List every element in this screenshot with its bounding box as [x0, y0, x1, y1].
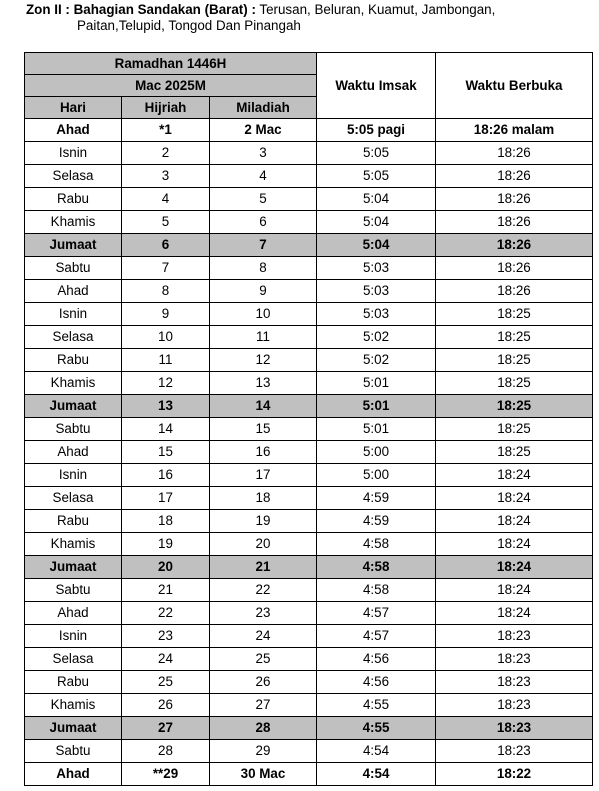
cell-miladiah: 19 [210, 510, 317, 533]
zone-title: Zon II : Bahagian Sandakan (Barat) : [26, 2, 256, 17]
cell-hari: Isnin [25, 303, 122, 326]
cell-hari: Selasa [25, 165, 122, 188]
cell-hijriah: 21 [122, 579, 210, 602]
cell-berbuka: 18:26 [436, 142, 593, 165]
cell-miladiah: 26 [210, 671, 317, 694]
cell-miladiah: 22 [210, 579, 317, 602]
cell-miladiah: 15 [210, 418, 317, 441]
cell-hijriah: 2 [122, 142, 210, 165]
cell-miladiah: 30 Mac [210, 763, 317, 786]
cell-miladiah: 18 [210, 487, 317, 510]
table-row [25, 280, 593, 303]
cell-imsak: 5:04 [317, 234, 436, 257]
cell-imsak: 5:03 [317, 280, 436, 303]
cell-berbuka: 18:26 [436, 280, 593, 303]
cell-hari: Rabu [25, 671, 122, 694]
cell-hijriah: 12 [122, 372, 210, 395]
cell-imsak: 5:04 [317, 211, 436, 234]
cell-hari: Selasa [25, 648, 122, 671]
cell-hari: Jumaat [25, 717, 122, 740]
cell-miladiah: 17 [210, 464, 317, 487]
table-row [25, 648, 593, 671]
table-row [25, 671, 593, 694]
cell-miladiah: 10 [210, 303, 317, 326]
ramadhan-schedule-table [24, 52, 593, 786]
cell-hijriah: 9 [122, 303, 210, 326]
table-row [25, 464, 593, 487]
cell-hari: Ahad [25, 763, 122, 786]
table-body [25, 119, 593, 786]
cell-hari: Rabu [25, 188, 122, 211]
table-row [25, 579, 593, 602]
cell-berbuka: 18:25 [436, 418, 593, 441]
cell-hijriah: 23 [122, 625, 210, 648]
table-row [25, 119, 593, 142]
cell-miladiah: 24 [210, 625, 317, 648]
cell-berbuka: 18:23 [436, 648, 593, 671]
cell-berbuka: 18:22 [436, 763, 593, 786]
cell-imsak: 5:00 [317, 441, 436, 464]
cell-berbuka: 18:23 [436, 740, 593, 763]
cell-hari: Sabtu [25, 579, 122, 602]
cell-imsak: 5:03 [317, 257, 436, 280]
cell-hari: Khamis [25, 533, 122, 556]
table-row [25, 487, 593, 510]
cell-berbuka: 18:23 [436, 694, 593, 717]
cell-hijriah: 15 [122, 441, 210, 464]
cell-hijriah: 4 [122, 188, 210, 211]
cell-imsak: 4:58 [317, 579, 436, 602]
cell-imsak: 4:57 [317, 625, 436, 648]
table-row [25, 602, 593, 625]
zone-areas-line2: Paitan,Telupid, Tongod Dan Pinangah [77, 18, 301, 33]
cell-imsak: 4:58 [317, 556, 436, 579]
cell-hari: Selasa [25, 487, 122, 510]
cell-hari: Khamis [25, 211, 122, 234]
cell-berbuka: 18:24 [436, 487, 593, 510]
cell-imsak: 4:59 [317, 487, 436, 510]
cell-miladiah: 3 [210, 142, 317, 165]
table-header [25, 53, 593, 119]
header-month: Mac 2025M [25, 75, 317, 97]
cell-hari: Jumaat [25, 234, 122, 257]
cell-hijriah: 5 [122, 211, 210, 234]
cell-hari: Isnin [25, 625, 122, 648]
table-row [25, 165, 593, 188]
table-row [25, 211, 593, 234]
cell-imsak: 4:54 [317, 763, 436, 786]
table-row [25, 234, 593, 257]
header-ramadhan: Ramadhan 1446H [25, 53, 317, 75]
cell-hijriah: 24 [122, 648, 210, 671]
cell-imsak: 4:55 [317, 717, 436, 740]
cell-berbuka: 18:26 [436, 188, 593, 211]
cell-imsak: 5:05 pagi [317, 119, 436, 142]
cell-miladiah: 5 [210, 188, 317, 211]
cell-imsak: 5:01 [317, 395, 436, 418]
cell-hijriah: 18 [122, 510, 210, 533]
cell-hari: Jumaat [25, 556, 122, 579]
table-row [25, 142, 593, 165]
cell-miladiah: 28 [210, 717, 317, 740]
table-row [25, 372, 593, 395]
cell-miladiah: 13 [210, 372, 317, 395]
cell-berbuka: 18:26 [436, 257, 593, 280]
cell-imsak: 4:58 [317, 533, 436, 556]
table-row [25, 441, 593, 464]
cell-miladiah: 6 [210, 211, 317, 234]
cell-imsak: 5:02 [317, 326, 436, 349]
cell-imsak: 5:01 [317, 372, 436, 395]
cell-imsak: 4:56 [317, 648, 436, 671]
cell-berbuka: 18:25 [436, 441, 593, 464]
header-waktu-imsak: Waktu Imsak [317, 53, 436, 119]
cell-berbuka: 18:24 [436, 464, 593, 487]
cell-hari: Isnin [25, 142, 122, 165]
cell-miladiah: 21 [210, 556, 317, 579]
cell-imsak: 5:02 [317, 349, 436, 372]
cell-imsak: 4:59 [317, 510, 436, 533]
cell-imsak: 5:04 [317, 188, 436, 211]
header-hari: Hari [25, 97, 122, 119]
cell-miladiah: 23 [210, 602, 317, 625]
cell-imsak: 4:56 [317, 671, 436, 694]
cell-berbuka: 18:24 [436, 556, 593, 579]
cell-berbuka: 18:23 [436, 671, 593, 694]
cell-berbuka: 18:25 [436, 372, 593, 395]
cell-hijriah: 3 [122, 165, 210, 188]
cell-berbuka: 18:24 [436, 510, 593, 533]
cell-hari: Rabu [25, 510, 122, 533]
table-row [25, 349, 593, 372]
cell-hari: Rabu [25, 349, 122, 372]
table-row [25, 303, 593, 326]
table-row [25, 556, 593, 579]
table-row [25, 326, 593, 349]
cell-hari: Sabtu [25, 740, 122, 763]
table-row [25, 763, 593, 786]
table-row [25, 533, 593, 556]
zone-areas-line1: Terusan, Beluran, Kuamut, Jambongan, [255, 2, 496, 17]
cell-hijriah: 28 [122, 740, 210, 763]
table-row [25, 717, 593, 740]
cell-hijriah: 22 [122, 602, 210, 625]
cell-imsak: 5:05 [317, 142, 436, 165]
cell-miladiah: 16 [210, 441, 317, 464]
cell-hijriah: 20 [122, 556, 210, 579]
cell-hari: Ahad [25, 280, 122, 303]
table-row [25, 625, 593, 648]
cell-hijriah: *1 [122, 119, 210, 142]
table-row [25, 694, 593, 717]
header-miladiah: Miladiah [210, 97, 317, 119]
cell-imsak: 5:00 [317, 464, 436, 487]
cell-hari: Ahad [25, 441, 122, 464]
cell-hijriah: 6 [122, 234, 210, 257]
cell-hijriah: 26 [122, 694, 210, 717]
header-waktu-berbuka: Waktu Berbuka [436, 53, 593, 119]
cell-hijriah: 27 [122, 717, 210, 740]
cell-hari: Jumaat [25, 395, 122, 418]
cell-imsak: 5:01 [317, 418, 436, 441]
table-row [25, 740, 593, 763]
cell-miladiah: 12 [210, 349, 317, 372]
cell-imsak: 4:54 [317, 740, 436, 763]
cell-hijriah: 19 [122, 533, 210, 556]
cell-berbuka: 18:23 [436, 717, 593, 740]
cell-hijriah: 11 [122, 349, 210, 372]
cell-imsak: 4:55 [317, 694, 436, 717]
cell-berbuka: 18:23 [436, 625, 593, 648]
cell-hari: Sabtu [25, 418, 122, 441]
table-row [25, 418, 593, 441]
cell-hari: Isnin [25, 464, 122, 487]
cell-hijriah: 13 [122, 395, 210, 418]
cell-hari: Selasa [25, 326, 122, 349]
cell-miladiah: 14 [210, 395, 317, 418]
cell-berbuka: 18:25 [436, 326, 593, 349]
cell-miladiah: 7 [210, 234, 317, 257]
table-row [25, 257, 593, 280]
cell-berbuka: 18:24 [436, 533, 593, 556]
cell-berbuka: 18:26 [436, 211, 593, 234]
cell-miladiah: 4 [210, 165, 317, 188]
cell-berbuka: 18:26 malam [436, 119, 593, 142]
table-row [25, 510, 593, 533]
cell-hijriah: 10 [122, 326, 210, 349]
cell-berbuka: 18:26 [436, 165, 593, 188]
zone-heading [26, 2, 586, 34]
cell-hijriah: 16 [122, 464, 210, 487]
cell-berbuka: 18:25 [436, 395, 593, 418]
cell-miladiah: 25 [210, 648, 317, 671]
cell-imsak: 4:57 [317, 602, 436, 625]
cell-hijriah: **29 [122, 763, 210, 786]
cell-miladiah: 11 [210, 326, 317, 349]
cell-berbuka: 18:24 [436, 579, 593, 602]
cell-berbuka: 18:25 [436, 349, 593, 372]
cell-hijriah: 8 [122, 280, 210, 303]
cell-hari: Ahad [25, 602, 122, 625]
cell-hari: Ahad [25, 119, 122, 142]
table-row [25, 395, 593, 418]
cell-miladiah: 29 [210, 740, 317, 763]
cell-hijriah: 17 [122, 487, 210, 510]
cell-hari: Sabtu [25, 257, 122, 280]
cell-miladiah: 8 [210, 257, 317, 280]
table-row [25, 188, 593, 211]
cell-miladiah: 2 Mac [210, 119, 317, 142]
cell-berbuka: 18:25 [436, 303, 593, 326]
cell-berbuka: 18:26 [436, 234, 593, 257]
cell-berbuka: 18:24 [436, 602, 593, 625]
cell-hijriah: 25 [122, 671, 210, 694]
cell-hijriah: 7 [122, 257, 210, 280]
cell-hijriah: 14 [122, 418, 210, 441]
cell-imsak: 5:03 [317, 303, 436, 326]
cell-miladiah: 27 [210, 694, 317, 717]
cell-imsak: 5:05 [317, 165, 436, 188]
cell-miladiah: 20 [210, 533, 317, 556]
cell-miladiah: 9 [210, 280, 317, 303]
cell-hari: Khamis [25, 372, 122, 395]
cell-hari: Khamis [25, 694, 122, 717]
header-hijriah: Hijriah [122, 97, 210, 119]
